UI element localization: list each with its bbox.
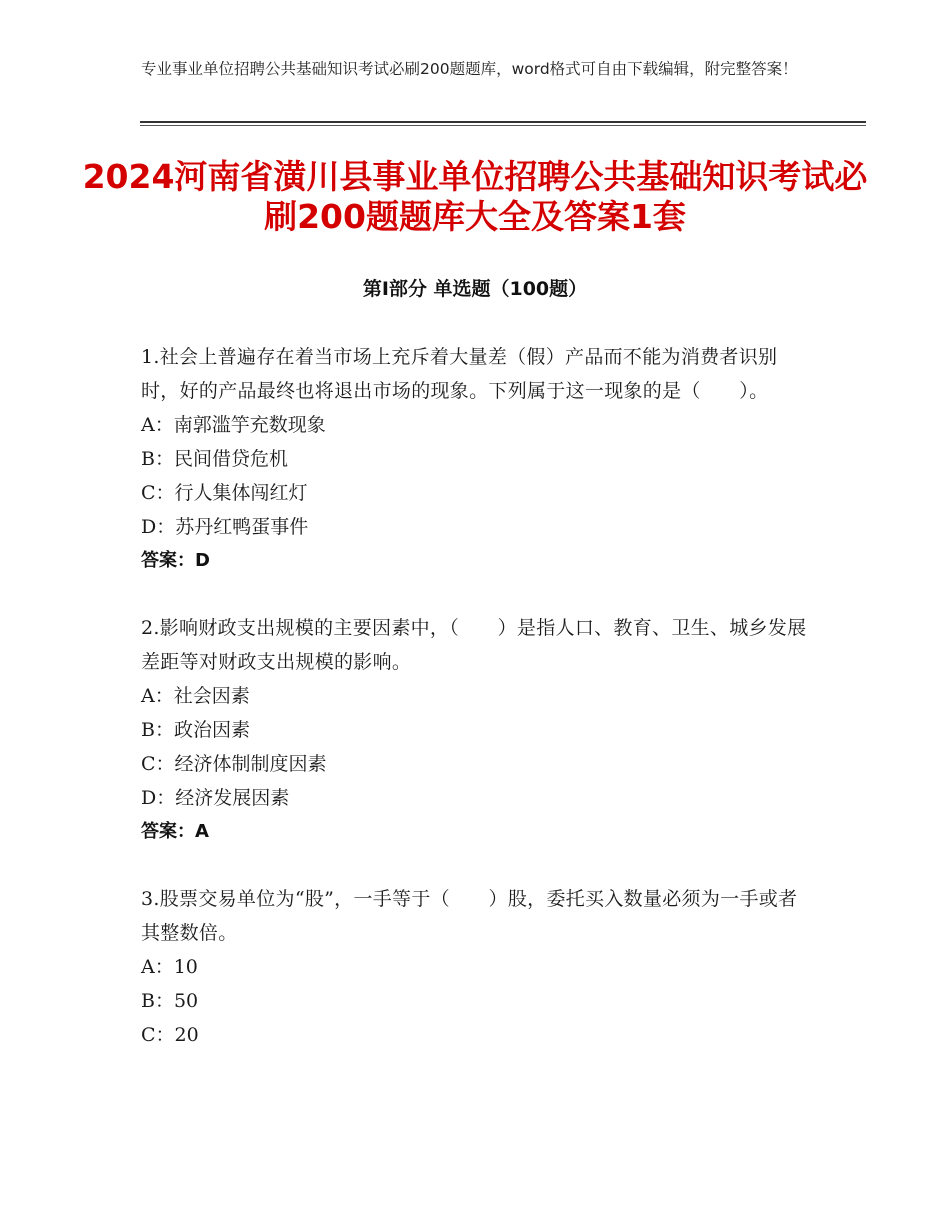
section-heading: 第Ⅰ部分 单选题（100题）	[362, 278, 588, 300]
document-title: 2024河南省潢川县事业单位招聘公共基础知识考试必刷200题题库大全及答案1套	[82, 157, 868, 236]
answer-label: 答案：D	[141, 550, 210, 571]
option-c: C：行人集体闯红灯	[141, 482, 308, 504]
question-list	[141, 340, 811, 1085]
option-a: A：10	[141, 956, 198, 978]
header-rule-thick	[140, 121, 866, 123]
option-a: A：社会因素	[141, 685, 250, 707]
option-c: C：经济体制制度因素	[141, 753, 327, 775]
option-b: B：政治因素	[141, 719, 250, 741]
question-stem: 1.社会上普遍存在着当市场上充斥着大量差（假）产品而不能为消费者识别时，好的产品最终也将退出市场的现象。下列属于这一现象的是（ ）。	[141, 346, 778, 402]
header-note: 专业事业单位招聘公共基础知识考试必刷200题题库，word格式可自由下载编辑，附完整答案！	[141, 60, 798, 78]
question-1	[141, 340, 811, 578]
question-stem: 3.股票交易单位为“股”，一手等于（ ）股，委托买入数量必须为一手或者其整数倍。	[141, 888, 798, 944]
option-b: B：50	[141, 990, 199, 1012]
option-d: D：苏丹红鸭蛋事件	[141, 516, 309, 538]
option-c: C：20	[141, 1024, 199, 1046]
question-3	[141, 882, 811, 1052]
question-stem: 2.影响财政支出规模的主要因素中，（ ）是指人口、教育、卫生、城乡发展差距等对财政支出规模的影响。	[141, 617, 807, 673]
option-b: B：民间借贷危机	[141, 448, 288, 470]
option-a: A：南郭滥竽充数现象	[141, 414, 326, 436]
header-rule-thin	[140, 125, 866, 126]
option-d: D：经济发展因素	[141, 787, 290, 809]
question-2	[141, 611, 811, 849]
answer-label: 答案：A	[141, 821, 209, 842]
